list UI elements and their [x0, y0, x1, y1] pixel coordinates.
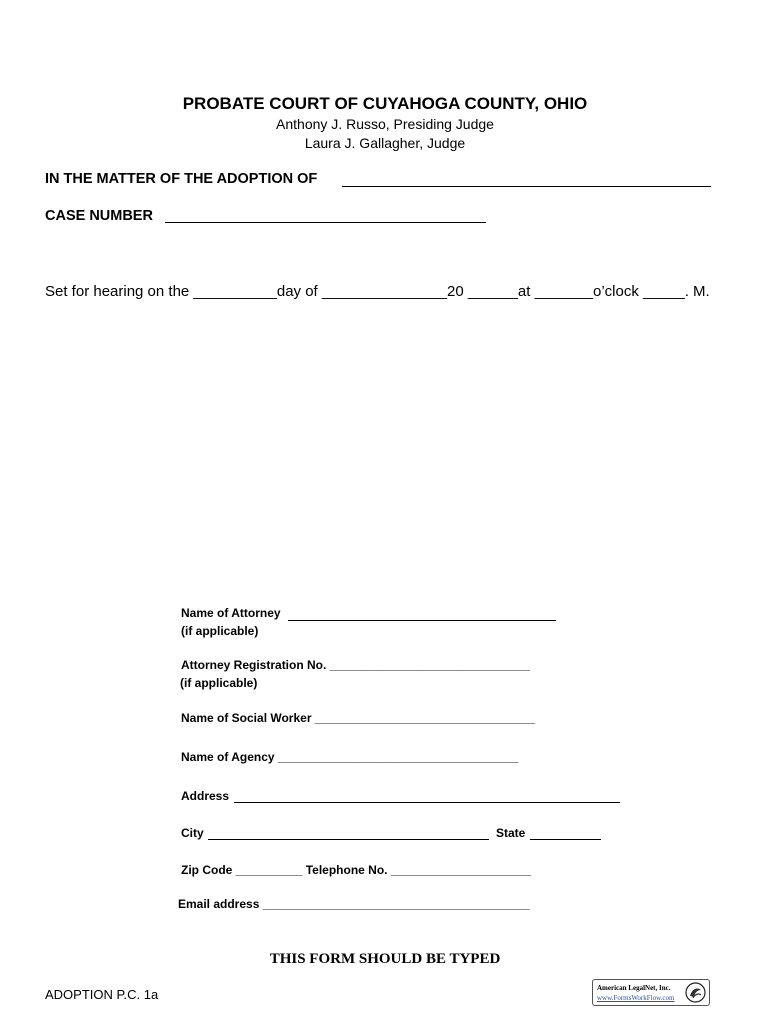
hearing-line[interactable]: Set for hearing on the __________day of _______________20 ______at _______o’clock _____. M.	[45, 283, 710, 300]
state-label: State	[496, 826, 526, 840]
publisher-logo-icon	[685, 982, 706, 1003]
publisher-badge[interactable]	[592, 979, 710, 1006]
attorney-name-note: (if applicable)	[181, 624, 259, 638]
attorney-registration-line[interactable]: Attorney Registration No. ______________________________	[181, 658, 530, 672]
social-worker-line[interactable]: Name of Social Worker _________________________________	[181, 711, 536, 725]
presiding-judge: Anthony J. Russo, Presiding Judge	[276, 116, 494, 132]
zip-telephone-line[interactable]: Zip Code __________ Telephone No. _____________________	[181, 863, 531, 877]
typed-notice: THIS FORM SHOULD BE TYPED	[269, 951, 501, 967]
judge: Laura J. Gallagher, Judge	[304, 135, 466, 151]
publisher-name: American LegalNet, Inc.	[597, 984, 671, 992]
adoption-of-field[interactable]	[342, 186, 711, 187]
case-number-label: CASE NUMBER	[45, 208, 153, 224]
state-field[interactable]	[530, 839, 601, 840]
case-number-field[interactable]	[165, 222, 486, 223]
address-label: Address	[181, 789, 230, 803]
city-label: City	[181, 826, 204, 840]
attorney-name-field[interactable]	[288, 620, 556, 621]
form-id: ADOPTION P.C. 1a	[45, 987, 159, 1002]
adoption-of-label: IN THE MATTER OF THE ADOPTION OF	[45, 171, 318, 187]
agency-line[interactable]: Name of Agency ____________________________________	[181, 750, 519, 764]
attorney-registration-note: (if applicable)	[180, 676, 258, 690]
address-field[interactable]	[234, 802, 620, 803]
publisher-url[interactable]: www.FormsWorkFlow.com	[597, 994, 675, 1002]
city-field[interactable]	[208, 839, 489, 840]
email-line[interactable]: Email address ________________________________________	[178, 897, 530, 911]
attorney-name-label: Name of Attorney	[181, 606, 281, 620]
court-title: PROBATE COURT OF CUYAHOGA COUNTY, OHIO	[182, 94, 588, 113]
